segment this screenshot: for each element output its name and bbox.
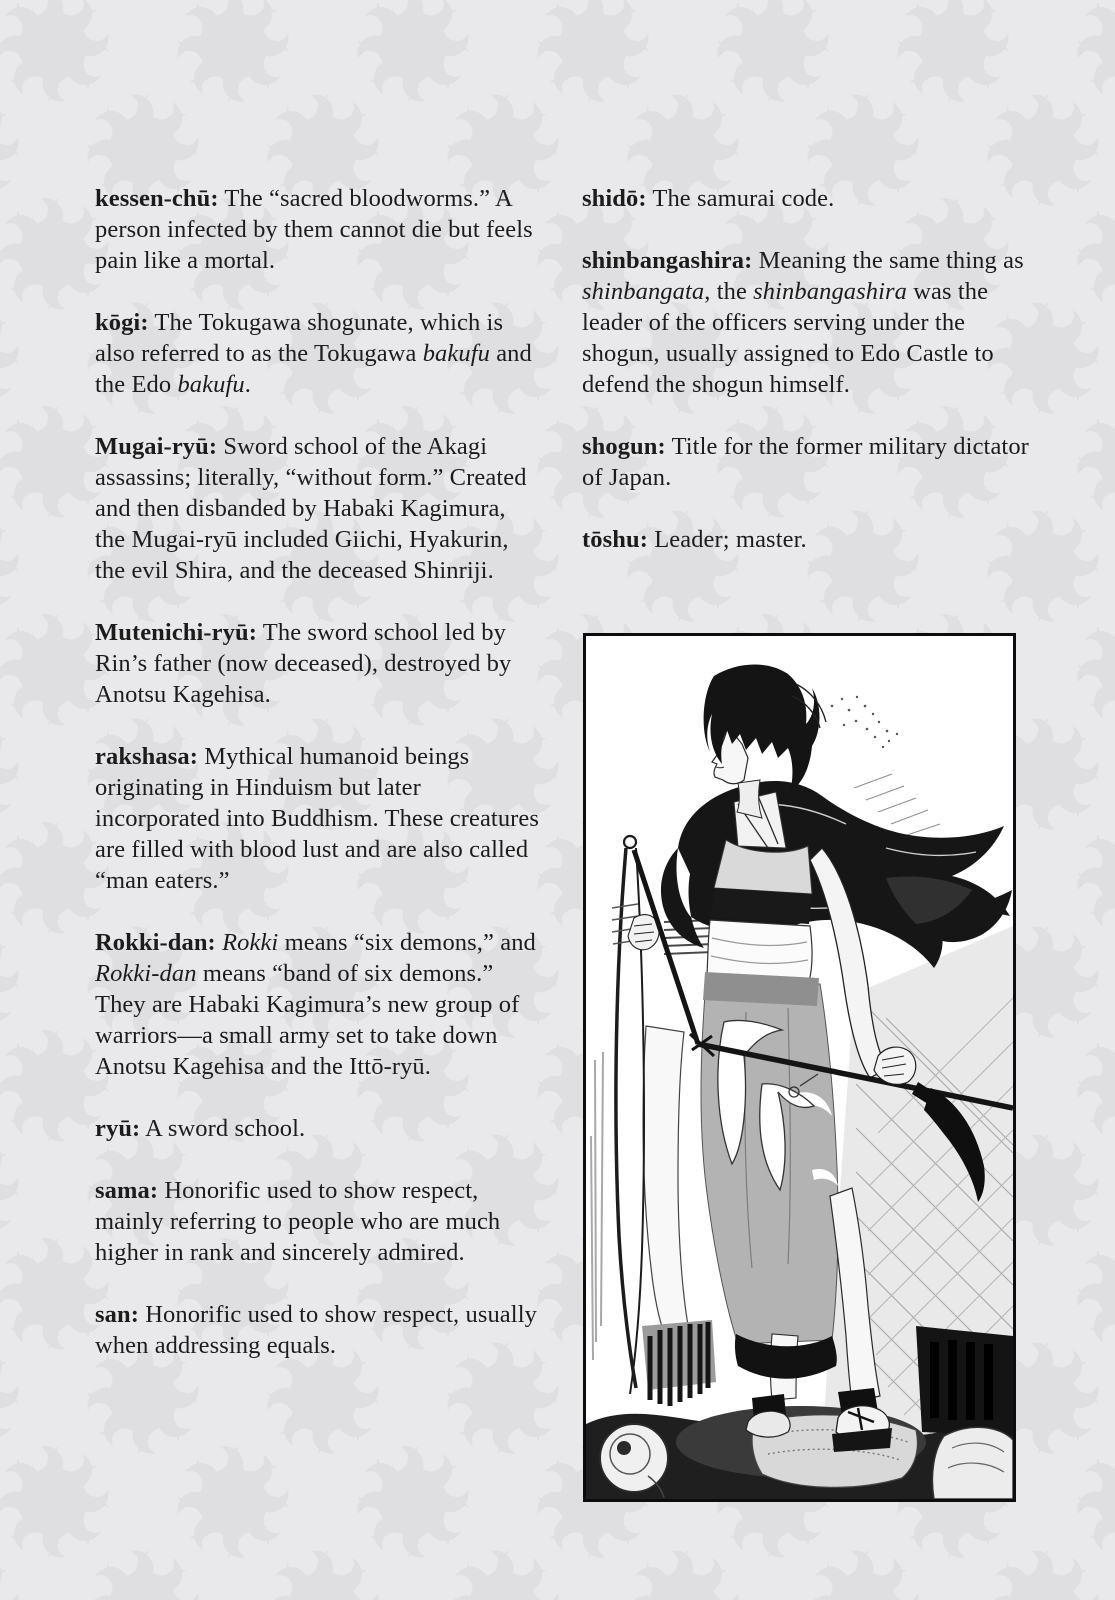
glossary-term: kessen-chū: xyxy=(95,185,219,212)
glossary-definition: Leader; master. xyxy=(647,526,807,553)
glossary-definition: A sword school. xyxy=(140,1115,306,1142)
glossary-definition: Mythical humanoid beings originating in Hinduism but later incorporated into Buddhism. These creatures are filled with blood lust and are also called “man eaters.” xyxy=(95,743,540,894)
glossary-column-left xyxy=(95,183,542,1392)
glossary-definition: The Tokugawa shogunate, which is also referred to as the Tokugawa bakufu and the Edo bakufu. xyxy=(95,309,532,398)
glossary-entry xyxy=(582,431,1029,493)
glossary-term: Rokki-dan: xyxy=(95,929,216,956)
glossary-definition: Sword school of the Akagi assassins; literally, “without form.” Created and then disbanded by Habaki Kagimura, the Mugai-ryū included Giichi, Hyakurin, the evil Shira, and the deceased Shinriji. xyxy=(95,433,527,584)
glossary-definition: Honorific used to show respect, mainly referring to people who are much higher in rank and sincerely admired. xyxy=(95,1177,501,1266)
glossary-entry xyxy=(95,431,542,586)
glossary-definition: Rokki means “six demons,” and Rokki-dan means “band of six demons.” They are Habaki Kagimura’s new group of warriors—a small army set to take down Anotsu Kagehisa and the Ittō-ryū. xyxy=(95,929,536,1080)
glossary-definition: The samurai code. xyxy=(646,185,835,212)
glossary-term: shidō: xyxy=(582,185,647,212)
glossary-definition: Meaning the same thing as shinbangata, the shinbangashira was the leader of the officers serving under the shogun, usually assigned to Edo Castle to defend the shogun himself. xyxy=(582,247,1024,398)
glossary-term: Mugai-ryū: xyxy=(95,433,218,460)
glossary-term: shogun: xyxy=(582,433,666,460)
glossary-entry xyxy=(95,1113,542,1144)
glossary-entry xyxy=(95,741,542,896)
glossary-entry xyxy=(95,183,542,276)
glossary-term: Mutenichi-ryū: xyxy=(95,619,257,646)
glossary-entry xyxy=(95,1175,542,1268)
glossary-term: sama: xyxy=(95,1177,159,1204)
glossary-entry xyxy=(582,245,1029,400)
glossary-column-right xyxy=(582,183,1029,586)
glossary-definition: The sword school led by Rin’s father (now deceased), destroyed by Anotsu Kagehisa. xyxy=(95,619,512,708)
glossary-definition: Honorific used to show respect, usually when addressing equals. xyxy=(95,1301,537,1359)
manga-illustration xyxy=(586,636,1013,1499)
glossary-entry xyxy=(95,307,542,400)
glossary-definition: Title for the former military dictator of Japan. xyxy=(582,433,1029,491)
glossary-term: tōshu: xyxy=(582,526,648,553)
glossary-entry xyxy=(95,927,542,1082)
glossary-term: ryū: xyxy=(95,1115,141,1142)
glossary-definition: The “sacred bloodworms.” A person infected by them cannot die but feels pain like a mortal. xyxy=(95,185,533,274)
obi-waist xyxy=(707,888,812,982)
glossary-term: kōgi: xyxy=(95,309,149,336)
glossary-term: san: xyxy=(95,1301,139,1328)
manga-illustration-panel xyxy=(583,633,1016,1502)
glossary-entry xyxy=(95,617,542,710)
glossary-term: shinbangashira: xyxy=(582,247,753,274)
glossary-entry xyxy=(95,1299,542,1361)
glossary-term: rakshasa: xyxy=(95,743,199,770)
glossary-entry xyxy=(582,524,1029,555)
glossary-entry xyxy=(582,183,1029,214)
